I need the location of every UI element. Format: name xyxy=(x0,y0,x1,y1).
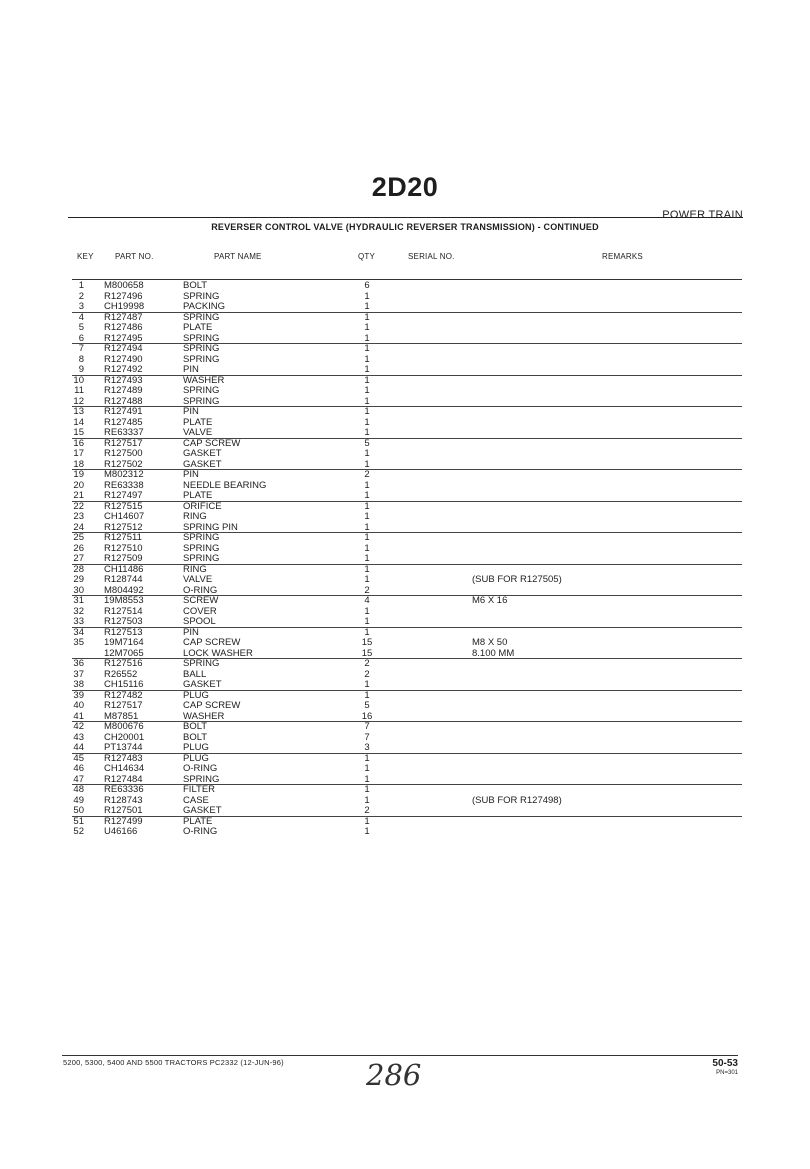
part-number: R127510 xyxy=(104,542,143,554)
part-number: R127509 xyxy=(104,553,143,564)
part-name: SPRING PIN xyxy=(183,521,238,533)
part-name: PIN xyxy=(183,364,199,375)
col-header-part-name: PART NAME xyxy=(214,252,262,261)
part-key: 13 xyxy=(73,406,84,417)
part-key: 30 xyxy=(73,584,84,596)
part-qty: 1 xyxy=(364,458,370,470)
part-name: NEEDLE BEARING xyxy=(183,479,267,491)
part-number: R127485 xyxy=(104,416,143,428)
part-number: R127517 xyxy=(104,700,143,711)
part-key: 7 xyxy=(78,343,84,354)
part-key: 8 xyxy=(78,353,84,365)
part-name: SPRING xyxy=(183,290,220,302)
part-name: GASKET xyxy=(183,679,222,690)
part-name: SPOOL xyxy=(183,616,216,627)
part-name: SPRING xyxy=(183,532,220,543)
part-key: 24 xyxy=(73,521,84,533)
table-row xyxy=(0,343,810,354)
part-qty: 6 xyxy=(364,280,370,291)
part-number: R127483 xyxy=(104,752,143,764)
table-row xyxy=(0,816,810,827)
part-qty: 1 xyxy=(364,385,370,396)
part-number: R127484 xyxy=(104,773,143,785)
part-name: LOCK WASHER xyxy=(183,647,253,659)
part-key: 20 xyxy=(73,479,84,491)
part-key: 33 xyxy=(73,616,84,627)
part-qty: 5 xyxy=(364,437,370,449)
table-row xyxy=(0,322,810,333)
part-remarks: (SUB FOR R127505) xyxy=(472,574,562,585)
part-key: 52 xyxy=(73,826,84,837)
part-key: 39 xyxy=(73,689,84,701)
part-qty: 3 xyxy=(364,742,370,753)
part-key: 25 xyxy=(73,532,84,543)
part-key: 37 xyxy=(73,668,84,680)
part-key: 28 xyxy=(73,563,84,575)
table-row xyxy=(0,732,810,743)
part-key: 44 xyxy=(73,742,84,753)
table-row xyxy=(0,417,810,428)
part-name: WASHER xyxy=(183,374,225,386)
part-key: 2 xyxy=(78,290,84,302)
part-name: SPRING xyxy=(183,773,220,785)
part-name: PLUG xyxy=(183,742,209,753)
table-row xyxy=(0,774,810,785)
table-row xyxy=(0,291,810,302)
part-key: 42 xyxy=(73,721,84,732)
part-name: VALVE xyxy=(183,574,213,585)
table-row xyxy=(0,595,810,606)
part-qty: 7 xyxy=(364,731,370,743)
table-row xyxy=(0,396,810,407)
part-name: SPRING xyxy=(183,353,220,365)
table-row xyxy=(0,585,810,596)
part-name: PLATE xyxy=(183,490,213,501)
part-key: 47 xyxy=(73,773,84,785)
table-row xyxy=(0,742,810,753)
part-qty: 1 xyxy=(364,416,370,428)
part-qty: 1 xyxy=(364,794,370,806)
part-number: 19M8553 xyxy=(104,595,144,606)
part-number: R127514 xyxy=(104,605,143,617)
part-name: VALVE xyxy=(183,427,213,438)
part-number: R127495 xyxy=(104,332,143,344)
part-number: R127491 xyxy=(104,406,143,417)
part-name: GASKET xyxy=(183,458,222,470)
part-number: CH20001 xyxy=(104,731,145,743)
part-qty: 1 xyxy=(364,815,370,827)
table-row xyxy=(0,753,810,764)
col-header-serial-no: SERIAL NO. xyxy=(408,252,455,261)
table-row xyxy=(0,312,810,323)
table-row xyxy=(0,711,810,722)
table-row xyxy=(0,574,810,585)
table-row xyxy=(0,280,810,291)
table-row xyxy=(0,375,810,386)
part-key: 34 xyxy=(73,626,84,638)
part-qty: 1 xyxy=(364,763,370,774)
part-number: R127496 xyxy=(104,290,143,302)
part-number: R127502 xyxy=(104,458,143,470)
table-row xyxy=(0,637,810,648)
table-row xyxy=(0,784,810,795)
part-name: SPRING xyxy=(183,553,220,564)
part-key: 49 xyxy=(73,794,84,806)
part-qty: 1 xyxy=(364,616,370,627)
part-number: M800658 xyxy=(104,280,144,291)
part-number: RE63338 xyxy=(104,479,144,491)
part-key: 41 xyxy=(73,710,84,722)
part-number: R128744 xyxy=(104,574,143,585)
part-qty: 1 xyxy=(364,395,370,407)
part-number: R127512 xyxy=(104,521,143,533)
table-row xyxy=(0,658,810,669)
part-name: PLUG xyxy=(183,752,209,764)
part-qty: 1 xyxy=(364,773,370,785)
part-qty: 1 xyxy=(364,605,370,617)
part-name: CAP SCREW xyxy=(183,437,241,449)
part-number: CH19998 xyxy=(104,301,145,312)
part-qty: 1 xyxy=(364,490,370,501)
part-key: 5 xyxy=(78,322,84,333)
table-row xyxy=(0,669,810,680)
part-key: 38 xyxy=(73,679,84,690)
part-qty: 1 xyxy=(364,752,370,764)
part-qty: 5 xyxy=(364,700,370,711)
table-row xyxy=(0,301,810,312)
part-qty: 1 xyxy=(364,479,370,491)
part-number: CH14634 xyxy=(104,763,145,774)
part-number: M804492 xyxy=(104,584,144,596)
table-row xyxy=(0,795,810,806)
part-qty: 1 xyxy=(364,427,370,438)
table-row xyxy=(0,385,810,396)
table-row xyxy=(0,553,810,564)
part-number: R127500 xyxy=(104,448,143,459)
part-qty: 2 xyxy=(364,658,370,669)
part-qty: 1 xyxy=(364,290,370,302)
table-row xyxy=(0,480,810,491)
part-number: R127517 xyxy=(104,437,143,449)
part-qty: 2 xyxy=(364,668,370,680)
part-qty: 1 xyxy=(364,448,370,459)
table-subtitle: REVERSER CONTROL VALVE (HYDRAULIC REVERSER TRANSMISSION) - CONTINUED xyxy=(211,222,599,232)
table-row xyxy=(0,364,810,375)
part-number: R127516 xyxy=(104,658,143,669)
part-number: R127487 xyxy=(104,311,143,323)
part-number: R127499 xyxy=(104,815,143,827)
part-key: 10 xyxy=(73,374,84,386)
table-row xyxy=(0,448,810,459)
part-qty: 1 xyxy=(364,553,370,564)
handwritten-page-number: 286 xyxy=(366,1058,422,1092)
part-key: 50 xyxy=(73,805,84,816)
part-key: 19 xyxy=(73,469,84,480)
part-remarks: 8.100 MM xyxy=(472,647,515,659)
part-number: R127488 xyxy=(104,395,143,407)
part-number: R26552 xyxy=(104,668,138,680)
part-number: M87851 xyxy=(104,710,139,722)
part-remarks: M8 X 50 xyxy=(472,637,508,648)
part-qty: 1 xyxy=(364,532,370,543)
part-name: SCREW xyxy=(183,595,219,606)
part-key: 21 xyxy=(73,490,84,501)
part-key: 40 xyxy=(73,700,84,711)
part-number: R127494 xyxy=(104,343,143,354)
footer-rule xyxy=(62,1055,738,1056)
part-name: PLATE xyxy=(183,815,213,827)
part-qty: 15 xyxy=(361,637,373,648)
page-title: 2D20 xyxy=(371,172,439,202)
table-row xyxy=(0,427,810,438)
part-key: 9 xyxy=(78,364,84,375)
part-qty: 1 xyxy=(364,322,370,333)
part-number: CH15116 xyxy=(104,679,144,690)
part-number: R127486 xyxy=(104,322,143,333)
part-name: BOLT xyxy=(183,721,208,732)
part-qty: 1 xyxy=(364,521,370,533)
part-name: PIN xyxy=(183,469,199,480)
part-qty: 1 xyxy=(364,374,370,386)
part-key: 18 xyxy=(73,458,84,470)
col-header-remarks: REMARKS xyxy=(602,252,643,261)
part-number: R128743 xyxy=(104,794,143,806)
col-header-key: KEY xyxy=(77,252,94,261)
part-number: PT13744 xyxy=(104,742,143,753)
part-number: R127501 xyxy=(104,805,143,816)
part-qty: 1 xyxy=(364,784,370,795)
part-number: R127492 xyxy=(104,364,143,375)
part-name: PIN xyxy=(183,626,199,638)
part-key: 23 xyxy=(73,511,84,522)
part-qty: 1 xyxy=(364,353,370,365)
part-number: R127489 xyxy=(104,385,143,396)
part-name: O-RING xyxy=(183,763,218,774)
part-key: 16 xyxy=(73,437,84,449)
part-key: 35 xyxy=(73,637,84,648)
part-key: 36 xyxy=(73,658,84,669)
part-qty: 4 xyxy=(364,595,370,606)
part-name: O-RING xyxy=(183,826,218,837)
col-header-qty: QTY xyxy=(358,252,376,261)
part-key: 48 xyxy=(73,784,84,795)
table-row xyxy=(0,501,810,512)
footer-models: 5200, 5300, 5400 AND 5500 TRACTORS PC2332 (12-JUN-96) xyxy=(63,1058,284,1067)
table-row xyxy=(0,406,810,417)
part-name: CAP SCREW xyxy=(183,637,241,648)
part-qty: 1 xyxy=(364,689,370,701)
part-qty: 1 xyxy=(364,826,370,837)
table-row xyxy=(0,616,810,627)
part-key: 11 xyxy=(74,385,84,396)
part-qty: 1 xyxy=(364,500,370,512)
part-name: BALL xyxy=(183,668,207,680)
part-key: 3 xyxy=(78,301,84,312)
part-key: 43 xyxy=(73,731,84,743)
part-qty: 2 xyxy=(364,584,370,596)
part-qty: 7 xyxy=(364,721,370,732)
part-name: BOLT xyxy=(183,731,208,743)
part-qty: 2 xyxy=(364,469,370,480)
part-qty: 16 xyxy=(361,710,373,722)
part-key: 46 xyxy=(73,763,84,774)
part-name: PLATE xyxy=(183,322,213,333)
part-name: CAP SCREW xyxy=(183,700,241,711)
part-name: GASKET xyxy=(183,805,222,816)
part-number: CH11486 xyxy=(104,563,144,575)
part-number: R127490 xyxy=(104,353,143,365)
part-number: 12M7065 xyxy=(104,647,144,659)
table-row xyxy=(0,679,810,690)
part-name: RING xyxy=(183,511,207,522)
part-name: SPRING xyxy=(183,395,220,407)
part-key: 12 xyxy=(73,395,84,407)
part-number: R127511 xyxy=(104,532,142,543)
part-key: 29 xyxy=(73,574,84,585)
part-name: PIN xyxy=(183,406,199,417)
table-row xyxy=(0,826,810,837)
part-number: 19M7164 xyxy=(104,637,144,648)
part-name: GASKET xyxy=(183,448,222,459)
table-row xyxy=(0,511,810,522)
part-name: SPRING xyxy=(183,343,220,354)
section-label: POWER TRAIN xyxy=(662,209,743,221)
part-number: M800676 xyxy=(104,721,144,732)
part-key: 27 xyxy=(73,553,84,564)
part-number: R127515 xyxy=(104,500,143,512)
part-key: 31 xyxy=(73,595,84,606)
part-key: 17 xyxy=(73,448,84,459)
part-qty: 1 xyxy=(364,542,370,554)
part-qty: 1 xyxy=(364,626,370,638)
part-number: RE63337 xyxy=(104,427,144,438)
table-row xyxy=(0,721,810,732)
part-qty: 1 xyxy=(364,364,370,375)
part-number: R127513 xyxy=(104,626,143,638)
part-key: 6 xyxy=(78,332,84,344)
part-qty: 1 xyxy=(364,406,370,417)
part-number: R127503 xyxy=(104,616,143,627)
table-row xyxy=(0,805,810,816)
table-row xyxy=(0,333,810,344)
part-remarks: (SUB FOR R127498) xyxy=(472,794,562,806)
part-name: SPRING xyxy=(183,658,220,669)
part-name: SPRING xyxy=(183,542,220,554)
part-number: R127482 xyxy=(104,689,143,701)
part-qty: 15 xyxy=(361,647,373,659)
part-name: ORIFICE xyxy=(183,500,222,512)
part-name: RING xyxy=(183,563,207,575)
part-name: FILTER xyxy=(183,784,216,795)
part-key: 14 xyxy=(73,416,84,428)
part-key: 45 xyxy=(73,752,84,764)
page-sub-number: PN=301 xyxy=(716,1070,738,1076)
part-name: SPRING xyxy=(183,385,220,396)
part-key: 1 xyxy=(78,280,84,291)
table-row xyxy=(0,532,810,543)
part-qty: 1 xyxy=(364,574,370,585)
part-name: SPRING xyxy=(183,332,220,344)
table-row xyxy=(0,700,810,711)
part-qty: 1 xyxy=(364,679,370,690)
part-qty: 1 xyxy=(364,301,370,312)
part-number: R127497 xyxy=(104,490,143,501)
part-name: PACKING xyxy=(183,301,226,312)
col-header-part-no: PART NO. xyxy=(115,252,154,261)
part-qty: 1 xyxy=(364,563,370,575)
table-row xyxy=(0,469,810,480)
part-number: U46166 xyxy=(104,826,138,837)
part-key: 4 xyxy=(78,311,84,323)
table-row xyxy=(0,564,810,575)
part-key: 51 xyxy=(73,815,84,827)
part-name: PLATE xyxy=(183,416,213,428)
part-name: WASHER xyxy=(183,710,225,722)
table-row xyxy=(0,763,810,774)
part-qty: 2 xyxy=(364,805,370,816)
part-number: RE63336 xyxy=(104,784,144,795)
part-qty: 1 xyxy=(364,332,370,344)
part-name: O-RING xyxy=(183,584,218,596)
part-name: PLUG xyxy=(183,689,209,701)
table-row xyxy=(0,522,810,533)
part-remarks: M6 X 16 xyxy=(472,595,508,606)
table-row xyxy=(0,459,810,470)
table-row xyxy=(0,606,810,617)
part-key: 26 xyxy=(73,542,84,554)
table-row xyxy=(0,648,810,659)
part-number: M802312 xyxy=(104,469,144,480)
part-name: SPRING xyxy=(183,311,220,323)
table-row xyxy=(0,438,810,449)
part-qty: 1 xyxy=(364,511,370,522)
part-key: 15 xyxy=(73,427,84,438)
table-row xyxy=(0,627,810,638)
part-key: 22 xyxy=(73,500,84,512)
part-key: 32 xyxy=(73,605,84,617)
part-qty: 1 xyxy=(364,343,370,354)
table-row xyxy=(0,354,810,365)
table-row xyxy=(0,690,810,701)
part-number: R127493 xyxy=(104,374,143,386)
part-qty: 1 xyxy=(364,311,370,323)
part-name: BOLT xyxy=(183,280,208,291)
table-row xyxy=(0,490,810,501)
table-row xyxy=(0,543,810,554)
part-name: CASE xyxy=(183,794,209,806)
part-number: CH14607 xyxy=(104,511,145,522)
page-number: 50-53 xyxy=(712,1058,738,1069)
part-name: COVER xyxy=(183,605,217,617)
